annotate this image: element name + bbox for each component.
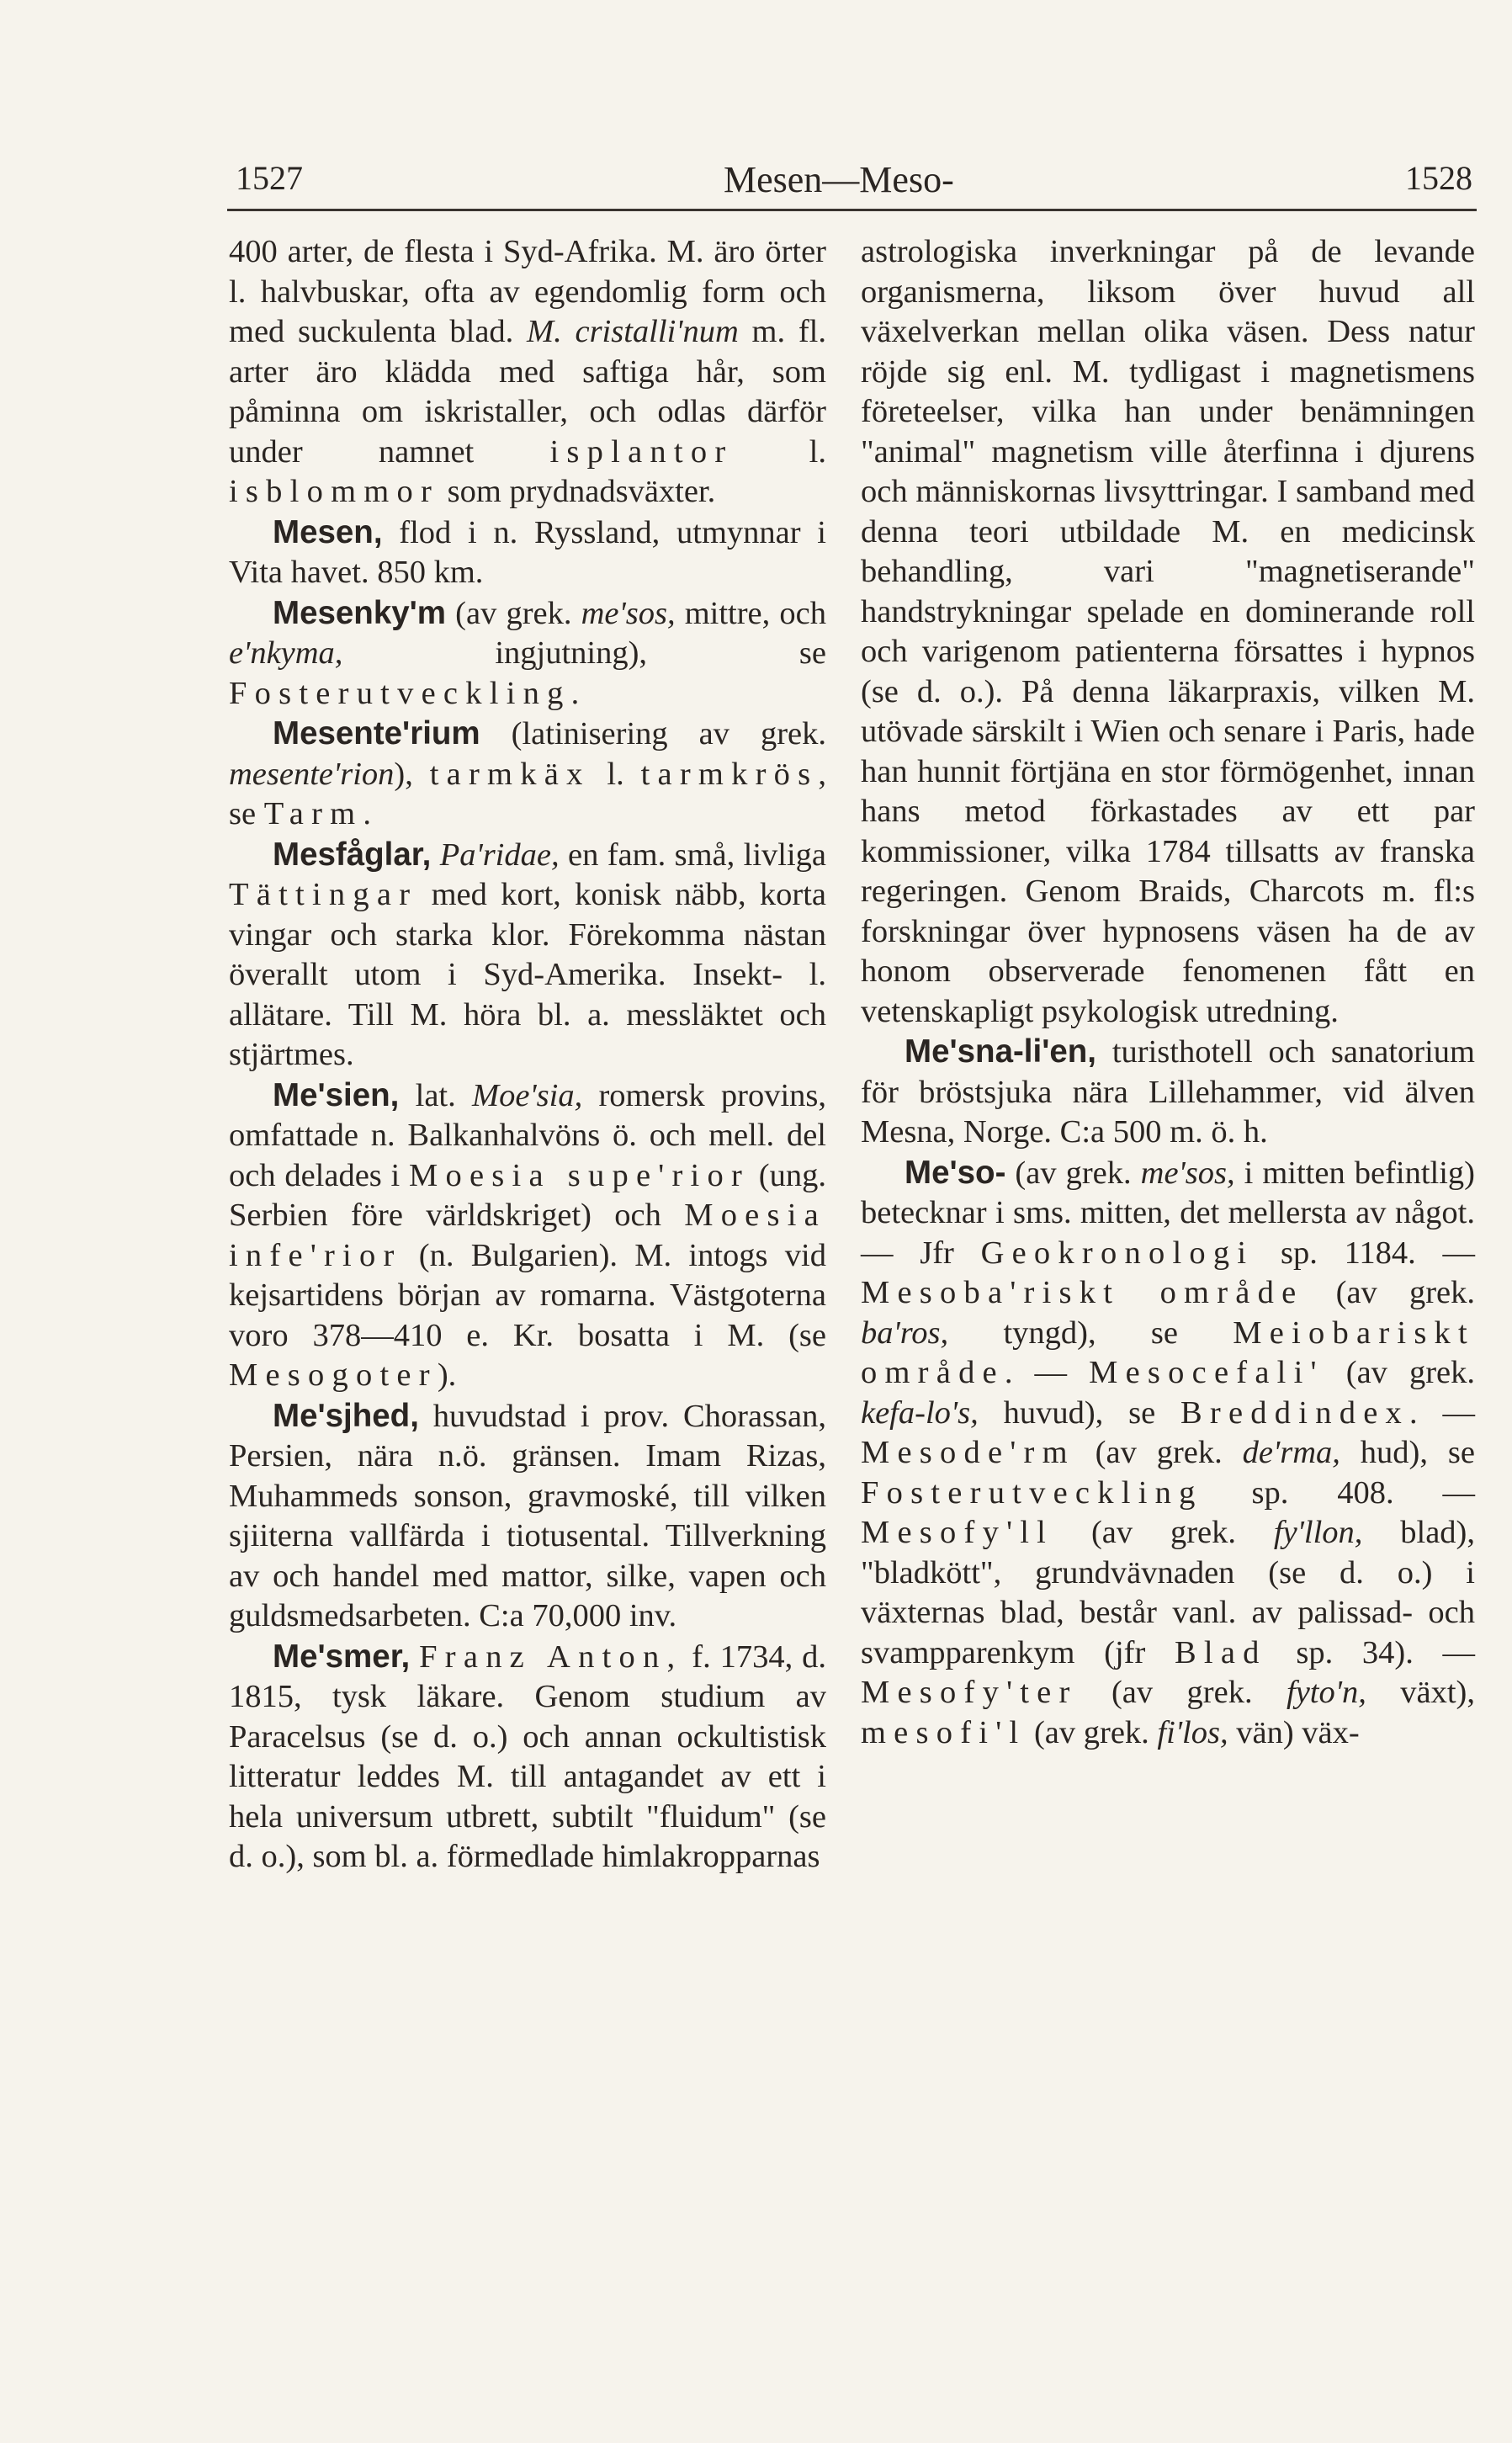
cross-reference: Fosterutveckling — [861, 1474, 1203, 1511]
italic-term: Moe'sia, — [472, 1077, 583, 1113]
entry-meso — [861, 1153, 1475, 1754]
text: flod i n. Ryssland, utmynnar i Vita havet. 850 km. — [229, 514, 826, 590]
headword: Mesenky'm — [273, 594, 447, 631]
text: (av grek. — [1077, 1675, 1287, 1710]
text: huvud), se — [978, 1394, 1180, 1431]
page-number-left: 1527 — [236, 159, 303, 197]
text: l. — [733, 433, 826, 470]
running-title: Mesen—Meso- — [724, 159, 954, 200]
spaced-term: Moesia infe'rior — [229, 1198, 826, 1273]
text: tyngd), se — [948, 1314, 1233, 1351]
headword: Me'smer, — [273, 1638, 411, 1675]
text: en fam. små, livliga — [559, 836, 826, 873]
headword: Me'sjhed, — [273, 1397, 419, 1434]
text: (av grek. — [1053, 1515, 1274, 1550]
text: m. fl. arter äro klädda med saftiga hår, som påminna om iskristaller, och odlas därför under namnet — [229, 314, 826, 470]
headword: Me'so- — [905, 1154, 1006, 1191]
cross-reference: Tättingar — [229, 877, 418, 912]
spaced-term: isplantor — [549, 433, 734, 470]
italic-term: fi'los, — [1157, 1714, 1228, 1750]
italic-term: M. cristalli'num — [527, 314, 739, 349]
text: . — [363, 796, 371, 831]
cross-reference: Mesogoter — [229, 1357, 438, 1393]
italic-term: fyto'n, — [1287, 1675, 1366, 1710]
entry-mesen — [229, 512, 826, 593]
text: romersk provins, omfattade n. Balkanhalvöns ö. och mell. del och delades i — [229, 1077, 826, 1193]
entry-mesien — [229, 1075, 826, 1396]
spaced-term: Moesia supe'rior — [409, 1157, 751, 1193]
entry-mesenkym — [229, 593, 826, 714]
text: (av grek. — [1303, 1275, 1475, 1310]
text: som prydnadsväxter. — [439, 474, 716, 509]
entry-continuation — [229, 232, 826, 512]
cross-reference: Fosterutveckling — [229, 675, 571, 711]
text: ). — [437, 1357, 457, 1393]
entry-mesmer — [229, 1637, 826, 1877]
header-rule — [227, 209, 1477, 211]
text: f. 1734, d. 1815, tysk läkare. Genom studium av Paracelsus (se d. o.) och annan ockultistisk litteratur leddes M. till antagandet av ett i hela universum utbrett, subtilt "fluidum" (se d. o.), som bl. a. förmedlade himlakropparnas — [229, 1638, 827, 1874]
text: l. — [590, 756, 641, 792]
text: . — — [1004, 1355, 1090, 1390]
text: sp. 408. — — [1202, 1474, 1475, 1511]
text: (av grek. — [1005, 1155, 1141, 1191]
italic-term: de'rma, — [1242, 1435, 1340, 1470]
text: i mitten befintlig) betecknar i sms. mitten, det mellersta av något. — Jfr — [861, 1155, 1475, 1271]
italic-term: Pa'ridae, — [439, 836, 560, 873]
text: . — [570, 675, 580, 711]
entry-mesfaglar — [229, 835, 826, 1075]
text: (av grek. — [1026, 1714, 1158, 1750]
spaced-term: Mesoba'riskt område — [861, 1275, 1304, 1310]
text: . — — [1409, 1394, 1475, 1431]
cross-reference: Blad — [1174, 1634, 1267, 1670]
italic-term: ba'ros, — [861, 1314, 949, 1351]
cross-reference: Breddindex — [1180, 1394, 1410, 1431]
spaced-term: Mesofy'll — [861, 1515, 1054, 1550]
spaced-term: mesofi'l — [861, 1714, 1027, 1750]
text — [431, 837, 439, 873]
spaced-term: Mesofy'ter — [861, 1675, 1078, 1710]
text: vän) väx- — [1228, 1714, 1360, 1750]
text: turisthotell och sanatorium för bröstsjuka nära Lillehammer, vid älven Mesna, Norge. C:a 500 m. ö. h. — [861, 1034, 1475, 1150]
text: 400 arter, de flesta i Syd-Afrika. M. äro örter l. halvbuskar, ofta av egendomlig form och med suckulenta blad. — [229, 234, 826, 349]
text: huvudstad i prov. Chorassan, Persien, nära n.ö. gränsen. Imam Rizas, Muhammeds sonson, gravmoské, till vilken sjiiterna vallfärda i tiotusental. Tillverkning av och handel med mattor, silke, vapen och guldsmedsarbeten. C:a 70,000 inv. — [229, 1398, 826, 1633]
italic-term: e'nkyma, — [229, 635, 343, 671]
italic-term: me'sos, — [581, 595, 676, 631]
spaced-term: Mesode'rm — [861, 1435, 1075, 1470]
page-number-right: 1528 — [1405, 159, 1472, 197]
headword: Mesente'rium — [273, 715, 480, 751]
headword: Me'sna-li'en, — [905, 1033, 1096, 1070]
headword: Me'sien, — [273, 1076, 400, 1113]
entry-mesjhed — [229, 1396, 826, 1637]
text: (latinisering av grek. — [480, 716, 826, 751]
headword: Mesfåglar, — [273, 836, 432, 873]
text: mittre, och — [675, 595, 826, 631]
text: växt), — [1366, 1675, 1475, 1710]
cross-reference: Meiobariskt område — [861, 1314, 1475, 1390]
text: med kort, konisk näbb, korta vingar och starka klor. Förekomma nästan överallt utom i Syd-Amerika. Insekt- l. allätare. Till M. höra bl. a. messläktet och stjärtmes. — [229, 877, 826, 1072]
text: ), — [394, 756, 430, 792]
spaced-term: tarmkrös — [640, 756, 819, 792]
text: (av grek. — [1324, 1355, 1475, 1390]
text: lat. — [399, 1077, 472, 1113]
italic-term: kefa-lo's, — [861, 1394, 979, 1431]
italic-term: me'sos, — [1140, 1155, 1235, 1191]
text: hud), se — [1340, 1435, 1475, 1470]
cross-reference: Geokronologi — [980, 1235, 1255, 1271]
text: ingjutning), se — [342, 635, 826, 671]
text — [410, 1639, 419, 1675]
cross-reference: Tarm — [263, 796, 363, 831]
entry-continuation — [861, 232, 1475, 1032]
right-column — [861, 232, 1475, 1753]
text: (ung. Serbien före världskriget) och — [229, 1157, 826, 1233]
text: astrologiska inverkningar på de levande organismerna, liksom över huvud all växelverkan mellan olika väsen. Dess natur röjde sig enl. M. tydligast i magnetismens företeelser, vilka han under benämningen "animal" magnetism ville återfinna i djurens och människornas livsyttringar. I samband med denna teori utbildade M. en medicinsk behandling, vari "magnetiserande" handstrykningar spelade en dominerande roll och varigenom patienterna försattes i hypnos (se d. o.). På denna läkarpraxis, vilken M. utövade särskilt i Wien och senare i Paris, hade han hunnit förtjäna en stor förmögenhet, innan hans metod förkastades av ett par kommissioner, vilka 1784 tillsatts av franska regeringen. Genom Braids, Charcots m. fl:s forskningar över hypnosens väsen ha de av honom observerade fenomenen fått en vetenskapligt psykologisk utredning. — [861, 234, 1475, 1029]
italic-term: mesente'rion — [229, 756, 395, 792]
text: (av grek. — [1074, 1435, 1243, 1470]
text: (av grek. — [446, 595, 581, 631]
headword: Mesen, — [273, 513, 383, 550]
entry-mesenterium — [229, 714, 826, 835]
spaced-term: Franz Anton, — [419, 1638, 683, 1675]
spaced-term: Mesocefali' — [1089, 1355, 1324, 1390]
text: sp. 34). — — [1266, 1634, 1476, 1670]
page-header — [236, 158, 1472, 209]
spaced-term: tarmkäx — [429, 756, 591, 792]
left-column — [229, 232, 826, 1877]
entry-mesnalien — [861, 1032, 1475, 1153]
text: , se — [229, 756, 826, 831]
italic-term: fy'llon, — [1273, 1515, 1363, 1550]
spaced-term: isblommor — [229, 474, 439, 509]
text: blad), "bladkött", grundvävnaden (se d. o.) i växternas blad, består vanl. av palissad- och svampparenkym (jfr — [861, 1515, 1475, 1670]
text: (n. Bulgarien). M. intogs vid kejsartidens början av romarna. Västgoterna voro 378—410 e. Kr. bosatta i M. (se — [229, 1237, 826, 1353]
text: sp. 1184. — — [1254, 1235, 1476, 1271]
